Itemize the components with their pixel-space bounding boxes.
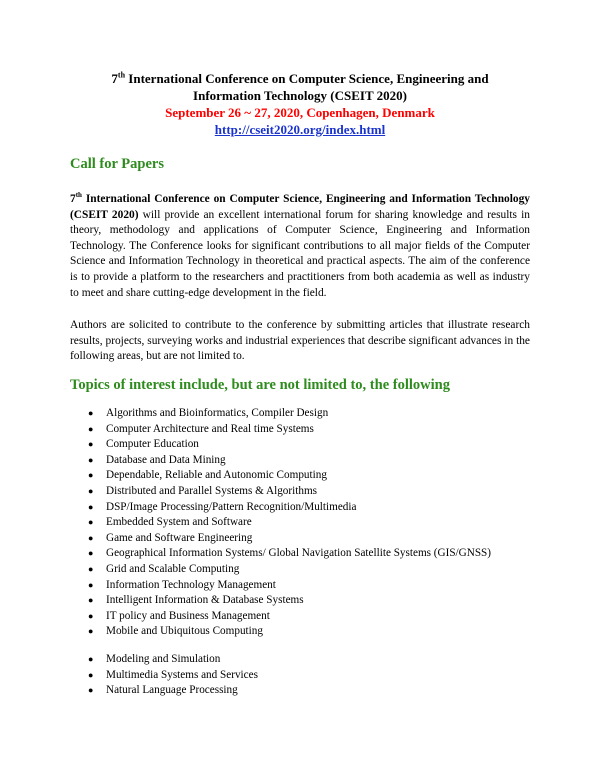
conference-title-line2: Information Technology (CSEIT 2020) — [193, 88, 407, 103]
topic-text: Grid and Scalable Computing — [106, 562, 240, 575]
topic-list-item — [88, 453, 538, 469]
bullet-icon: ● — [88, 579, 94, 590]
topic-text: Algorithms and Bioinformatics, Compiler Design — [106, 407, 329, 419]
bullet-icon: ● — [88, 470, 94, 481]
topic-list-item — [88, 624, 538, 640]
topic-text: Geographical Information Systems/ Global Navigation Satellite Systems (GIS/GNSS) — [106, 547, 491, 560]
bullet-icon: ● — [88, 548, 94, 559]
topic-list-item — [88, 422, 538, 438]
bullet-icon: ● — [88, 517, 94, 528]
topic-list-item — [88, 652, 538, 668]
bullet-icon: ● — [88, 563, 94, 574]
call-for-papers-heading: Call for Papers — [70, 156, 164, 172]
bullet-icon: ● — [88, 408, 94, 418]
topic-list-item — [88, 562, 538, 578]
bullet-icon: ● — [88, 626, 94, 637]
bullet-icon: ● — [88, 532, 94, 543]
authors-paragraph: Authors are solicited to contribute to the conference by submitting articles that illustrate research results, projects, surveying works and industrial experiences that describe significant advances in the following areas, but are not limited to. — [70, 319, 530, 363]
title-ordinal-number: 7 — [111, 71, 118, 86]
conference-title-line1 — [60, 70, 540, 87]
topic-list-item — [88, 437, 538, 453]
topic-list-item — [88, 500, 538, 516]
bullet-icon: ● — [88, 423, 94, 434]
topic-text: Dependable, Reliable and Autonomic Computing — [106, 469, 327, 482]
topic-list-item — [88, 668, 538, 684]
topic-list-item — [88, 683, 538, 699]
title-ordinal-suffix: th — [117, 70, 126, 80]
topic-text: Intelligent Information & Database Systems — [106, 594, 304, 607]
title-line1-text: International Conference on Computer Science, Engineering and — [125, 71, 489, 86]
bullet-icon: ● — [88, 685, 94, 696]
topic-text: Computer Architecture and Real time Systems — [106, 422, 314, 435]
bullet-icon: ● — [88, 439, 94, 450]
conference-header — [60, 70, 540, 138]
intro-body-text: will provide an excellent international forum for sharing knowledge and results in theory, methodology and applications of Computer Science, Engineering and Information Technology. The Conference looks for significant contributions to all major fields of the Computer Science and Information Technology in theoretical and practical aspects. The aim of the conference is to provide a platform to the researchers and practitioners from both academia as well as industry to meet and share cutting-edge development in the field. — [70, 208, 530, 299]
bullet-icon: ● — [88, 595, 94, 606]
topic-list-item — [88, 546, 538, 562]
topic-list-item — [88, 515, 538, 531]
topics-list-group1 — [88, 406, 538, 640]
topic-text: IT policy and Business Management — [106, 609, 270, 622]
topic-text: Embedded System and Software — [106, 516, 252, 529]
topic-list-item — [88, 468, 538, 484]
topic-text: Distributed and Parallel Systems & Algorithms — [106, 484, 317, 497]
conference-url-link[interactable]: http://cseit2020.org/index.html — [214, 122, 386, 137]
intro-bold-text: International Conference on Computer Science, Engineering and Information Technology (CSEIT 2020) — [70, 193, 530, 221]
bullet-icon: ● — [88, 485, 94, 496]
intro-ordinal-suffix: th — [75, 191, 82, 200]
intro-paragraph — [70, 192, 530, 301]
bullet-icon: ● — [88, 669, 94, 680]
topic-text: Modeling and Simulation — [106, 653, 221, 665]
bullet-icon: ● — [88, 454, 94, 465]
topic-text: Computer Education — [106, 438, 199, 451]
intro-ordinal-number: 7 — [70, 193, 76, 205]
topic-list-item — [88, 609, 538, 625]
topic-text: Multimedia Systems and Services — [106, 668, 258, 681]
topic-text: Database and Data Mining — [106, 453, 226, 466]
topic-list-item — [88, 578, 538, 594]
bullet-icon: ● — [88, 610, 94, 621]
topics-list-group2 — [88, 652, 538, 699]
topic-list-item — [88, 593, 538, 609]
topics-heading: Topics of interest include, but are not limited to, the following — [70, 377, 450, 393]
topic-list-item — [88, 406, 538, 422]
bullet-icon: ● — [88, 654, 94, 664]
topic-list-item — [88, 531, 538, 547]
topic-text: Natural Language Processing — [106, 684, 238, 697]
conference-dates-location: September 26 ~ 27, 2020, Copenhagen, Denmark — [165, 105, 435, 120]
bullet-icon: ● — [88, 501, 94, 512]
topic-text: Information Technology Management — [106, 578, 276, 591]
topic-text: DSP/Image Processing/Pattern Recognition/Multimedia — [106, 500, 357, 513]
topic-text: Game and Software Engineering — [106, 531, 253, 544]
topic-list-item — [88, 484, 538, 500]
topic-text: Mobile and Ubiquitous Computing — [106, 625, 263, 638]
